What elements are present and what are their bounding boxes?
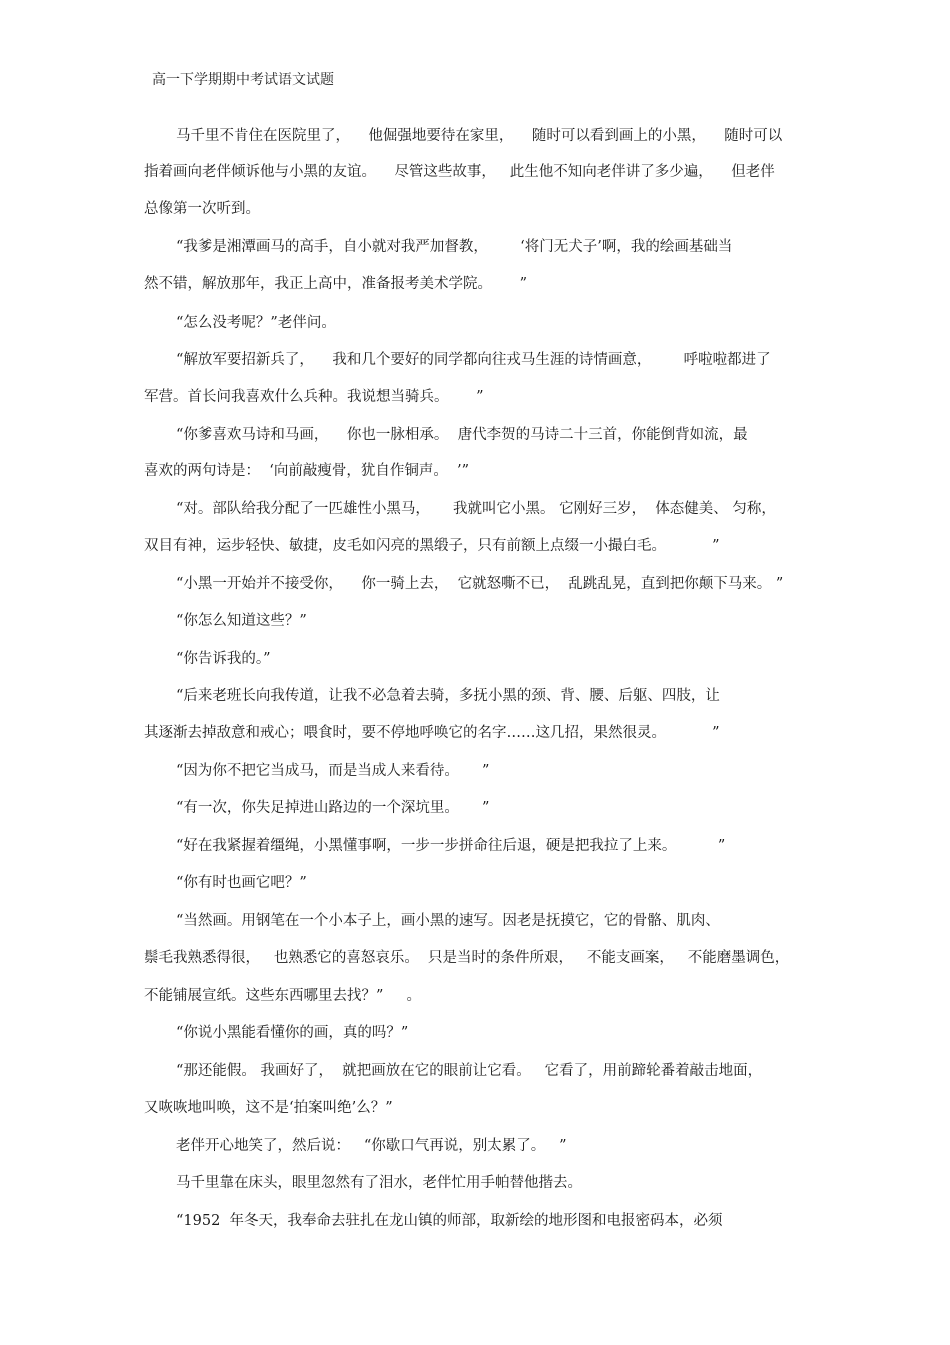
text-line: 马千里靠在床头，眼里忽然有了泪水，老伴忙用手帕替他揩去。 [176, 1175, 582, 1191]
text-line: “怎么没考呢？”老伴问。 [176, 315, 336, 331]
text-line: “我爹是湘潭画马的高手，自小就对我严加督教， ‘将门无犬子’啊，我的绘画基础当 [176, 239, 733, 255]
text-line: “后来老班长向我传道，让我不必急着去骑，多抚小黑的颈、背、腰、后躯、四肢，让 [176, 688, 720, 704]
text-line: 老伴开心地笑了，然后说： “你歇口气再说，别太累了。 ” [176, 1138, 567, 1154]
text-line: 马千里不肯住在医院里了， 他倔强地要待在家里， 随时可以看到画上的小黑， 随时可以 [176, 128, 783, 144]
text-line: 其逐渐去掉敌意和戒心；喂食时，要不停地呼唤它的名字……这几招，果然很灵。 ” [144, 725, 720, 741]
text-line: 又咴咴地叫唤，这不是‘拍案叫绝’么？” [144, 1100, 393, 1116]
text-line: 指着画向老伴倾诉他与小黑的友谊。 尽管这些故事， 此生他不知向老伴讲了多少遍， 但老伴 [144, 164, 775, 180]
text-line: “因为你不把它当成马，而是当成人来看待。 ” [176, 763, 490, 779]
text-line: 总像第一次听到。 [144, 201, 260, 217]
text-line: “当然画。用钢笔在一个小本子上，画小黑的速写。因老是抚摸它，它的骨骼、肌肉、 [176, 913, 720, 929]
text-line: “解放军要招新兵了， 我和几个要好的同学都向往戎马生涯的诗情画意， 呼啦啦都进了 [176, 352, 771, 368]
text-line: 双目有神，运步轻快、敏捷，皮毛如闪亮的黑缎子，只有前额上点缀一小撮白毛。 ” [144, 538, 720, 554]
text-line: 军营。首长问我喜欢什么兵种。我说想当骑兵。 ” [144, 389, 484, 405]
text-line: “你说小黑能看懂你的画，真的吗？” [176, 1025, 409, 1041]
text-line: “那还能假。 我画好了， 就把画放在它的眼前让它看。 它看了，用前蹄轮番着敲击地面， [176, 1063, 763, 1079]
text-line: “有一次，你失足掉进山路边的一个深坑里。 ” [176, 800, 490, 816]
text-line: “好在我紧握着缰绳，小黑懂事啊，一步一步拼命往后退，硬是把我拉了上来。 ” [176, 838, 726, 854]
text-line: “你怎么知道这些？” [176, 613, 307, 629]
text-line: 然不错，解放那年，我正上高中，准备报考美术学院。 ” [144, 276, 528, 292]
text-line: “你爹喜欢马诗和马画， 你也一脉相承。 唐代李贺的马诗二十三首，你能倒背如流，最 [176, 427, 748, 443]
text-line: “小黑一开始并不接受你， 你一骑上去， 它就怒嘶不已， 乱跳乱晃，直到把你颠下马来。 ” [176, 576, 784, 592]
text-line: “你有时也画它吧？” [176, 875, 307, 891]
text-line: “对。部队给我分配了一匹雄性小黑马， 我就叫它小黑。 它刚好三岁， 体态健美、 匀称， [176, 501, 776, 517]
text-line: “1952 年冬天，我奉命去驻扎在龙山镇的师部，取新绘的地形图和电报密码本，必须 [176, 1213, 723, 1229]
text-line: 鬃毛我熟悉得很， 也熟悉它的喜怒哀乐。 只是当时的条件所艰， 不能支画案， 不能磨墨调色， [144, 950, 790, 966]
text-line: “你告诉我的。” [176, 651, 271, 667]
text-line: 不能铺展宣纸。这些东西哪里去找？” 。 [144, 988, 421, 1004]
text-line: 喜欢的两句诗是： ‘向前敲瘦骨，犹自作铜声。 ’” [144, 463, 470, 479]
page-header: 高一下学期期中考试语文试题 [152, 72, 334, 88]
